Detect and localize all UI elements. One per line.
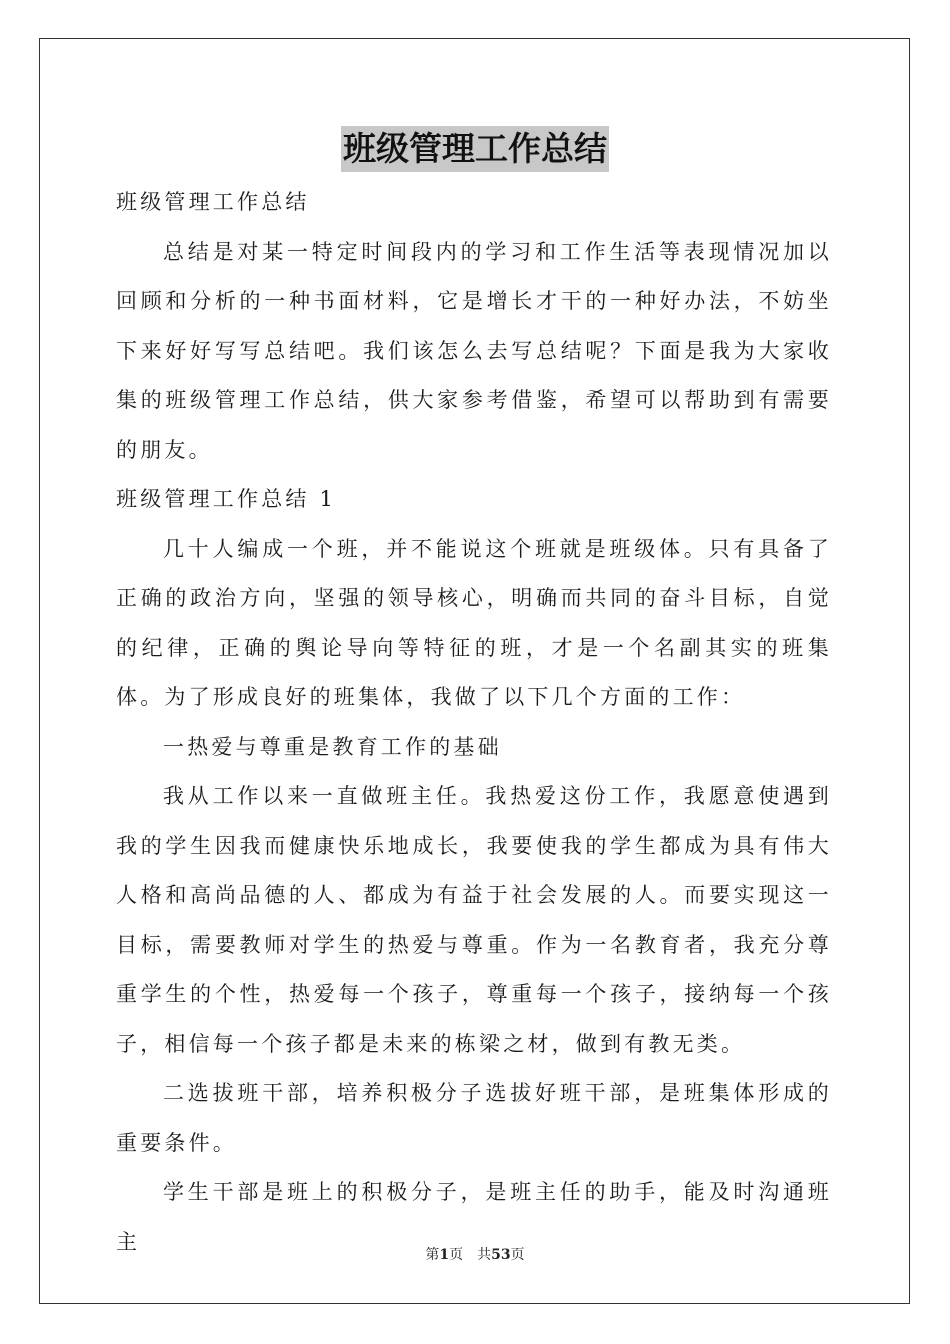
total-prefix: 共: [477, 1247, 492, 1263]
intro-paragraph: 总结是对某一特定时间段内的学习和工作生活等表现情况加以回顾和分析的一种书面材料，它是增长才干的一种好办法，不妨坐下来好好写写总结吧。我们该怎么去写总结呢？下面是我为大家收集的班级管理工作总结，供大家参考借鉴，希望可以帮助到有需要的朋友。: [116, 239, 832, 462]
document-subtitle: 班级管理工作总结: [116, 190, 310, 214]
document-title-wrapper: [0, 126, 950, 172]
page-prefix: 第: [425, 1247, 440, 1263]
body-paragraph: 我从工作以来一直做班主任。我热爱这份工作，我愿意使遇到我的学生因我而健康快乐地成长，我要使我的学生都成为具有伟大人格和高尚品德的人、都成为有益于社会发展的人。而要实现这一目标，需要教师对学生的热爱与尊重。作为一名教育者，我充分尊重学生的个性，热爱每一个孩子，尊重每一个孩子，接纳每一个孩子，相信每一个孩子都是未来的栋梁之材，做到有教无类。: [116, 784, 832, 1056]
section-heading: 班级管理工作总结 1: [116, 487, 337, 511]
body-paragraph: 学生干部是班上的积极分子，是班主任的助手，能及时沟通班主: [116, 1180, 832, 1254]
page-suffix: 页: [449, 1247, 464, 1263]
total-pages: 53: [491, 1247, 511, 1263]
document-body: [116, 178, 832, 1267]
page-number: 1: [439, 1247, 450, 1263]
subheading-paragraph: 一热爱与尊重是教育工作的基础: [163, 734, 502, 759]
body-paragraph: 几十人编成一个班，并不能说这个班就是班级体。只有具备了正确的政治方向，坚强的领导核心，明确而共同的奋斗目标，自觉的纪律，正确的舆论导向等特征的班，才是一个名副其实的班集体。为了形成良好的班集体，我做了以下几个方面的工作：: [116, 536, 832, 709]
subheading-paragraph: 二选拔班干部，培养积极分子选拔好班干部，是班集体形成的重要条件。: [116, 1081, 832, 1155]
document-title: 班级管理工作总结: [341, 126, 609, 172]
page-footer: [0, 1244, 950, 1264]
total-suffix: 页: [510, 1247, 525, 1263]
